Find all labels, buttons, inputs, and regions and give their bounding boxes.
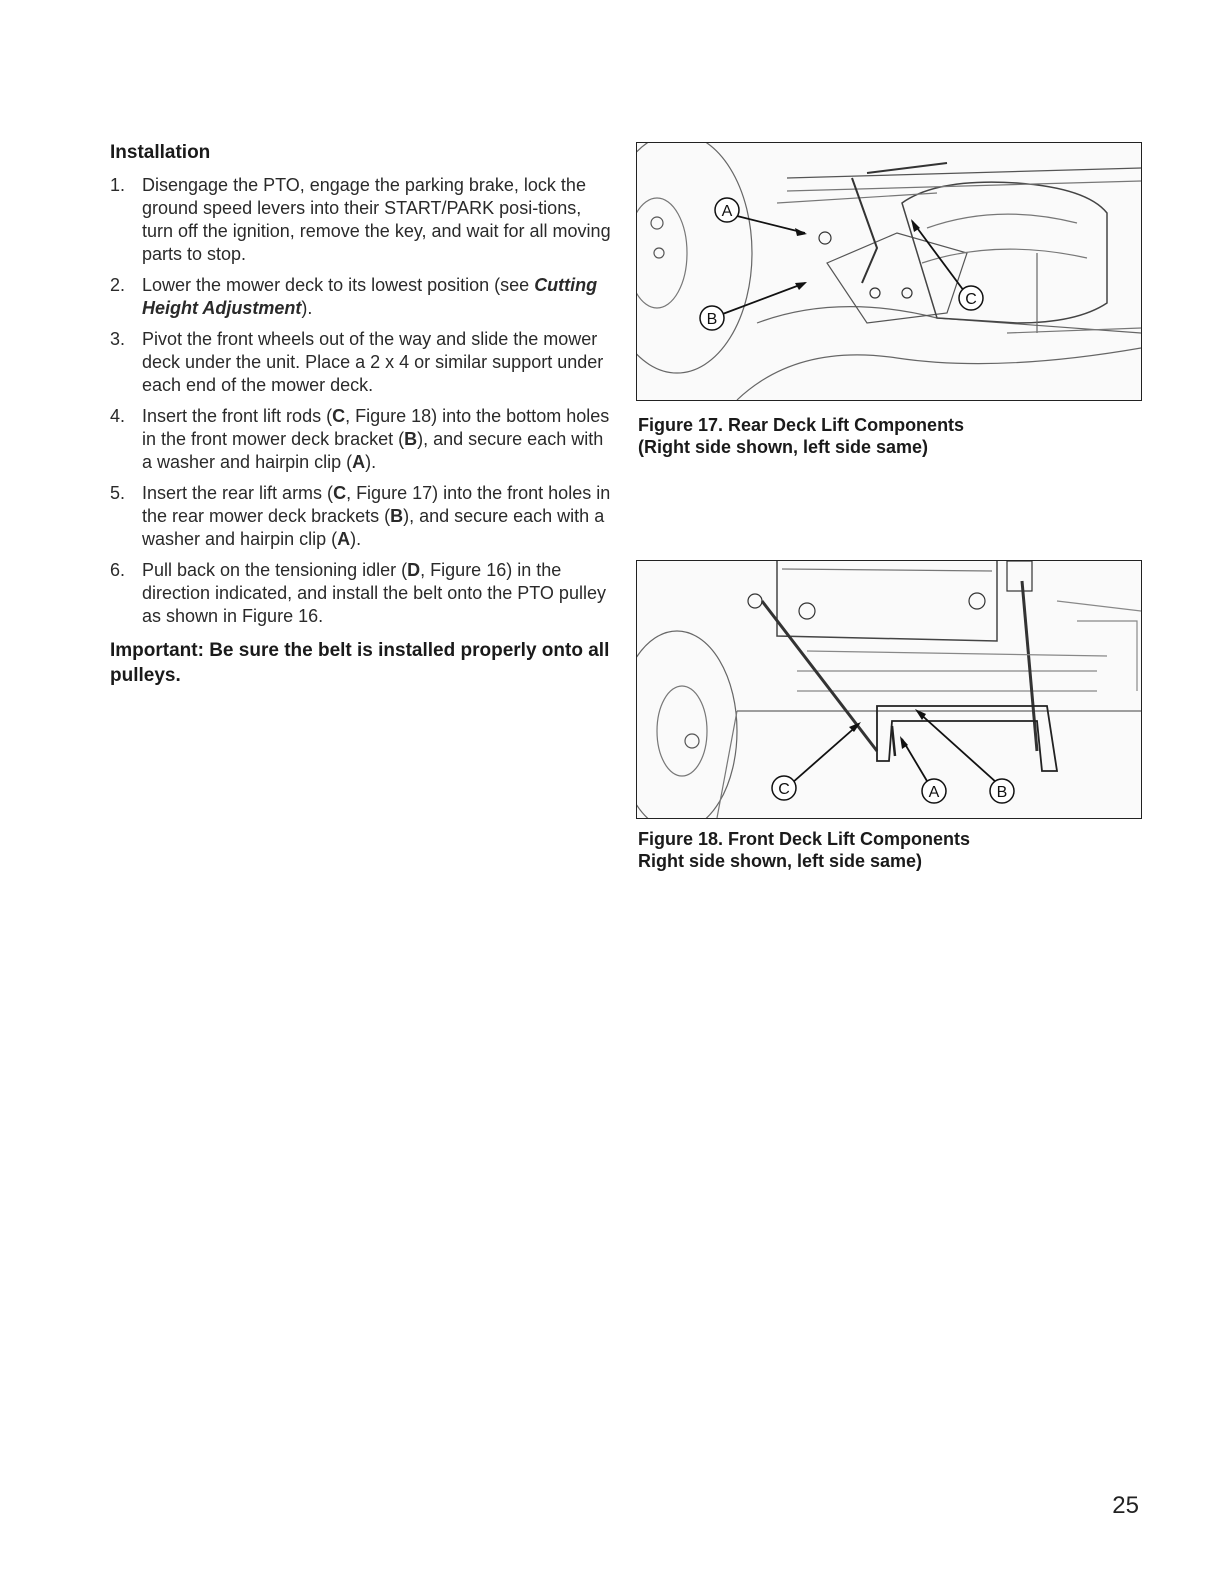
step-3: [110, 328, 615, 397]
callout-c: [959, 286, 983, 310]
svg-text:A: A: [721, 203, 733, 220]
important-note: Important: Be sure the belt is installed properly onto all pulleys.: [110, 640, 610, 686]
step-text: ).: [301, 298, 313, 318]
step-number: 4.: [110, 406, 126, 426]
front-deck-lift-drawing: [637, 561, 1141, 818]
step-text: Disengage the PTO, engage the parking brake, lock the ground speed levers into their START/PARK posi-tions, turn off the ignition, remove the key, and wait for all moving parts to stop.: [142, 175, 611, 264]
step-text: , Figure 17) into the front holes in the rear mower deck brackets (: [142, 483, 611, 526]
step-text: , Figure 16) in the direction indicated, and install the belt onto the PTO pulley as shown in Figure 16.: [142, 560, 606, 626]
svg-text:C: C: [965, 291, 977, 308]
svg-text:B: B: [706, 311, 718, 328]
step-text: ), and secure each with a washer and hairpin clip (: [142, 429, 604, 472]
step-text: ).: [365, 452, 377, 472]
step-text: ), and secure each with a washer and hairpin clip (: [142, 506, 605, 549]
caption-title: Figure 17. Rear Deck Lift Components: [638, 415, 965, 435]
svg-text:A: A: [928, 784, 940, 801]
callout-letter: C: [333, 483, 347, 503]
callout-b: [990, 779, 1014, 803]
step-number: 3.: [110, 329, 126, 349]
svg-text:C: C: [778, 781, 790, 798]
installation-section: [110, 142, 615, 688]
section-heading: Installation: [110, 142, 211, 163]
step-number: 1.: [110, 175, 126, 195]
callout-a: [922, 779, 946, 803]
step-4: [110, 405, 615, 474]
step-number: 5.: [110, 483, 126, 503]
step-text: Pull back on the tensioning idler (: [142, 560, 408, 580]
figure-17-illustration: [636, 142, 1142, 401]
figure-18-illustration: [636, 560, 1142, 819]
caption-subtitle: (Right side shown, left side same): [638, 437, 929, 457]
callout-letter: C: [332, 406, 346, 426]
step-text: , Figure 18) into the bottom holes in the front mower deck bracket (: [142, 406, 610, 449]
step-number: 2.: [110, 275, 126, 295]
step-text: Insert the front lift rods (: [142, 406, 333, 426]
rear-deck-lift-drawing: [637, 143, 1141, 400]
step-5: [110, 482, 615, 551]
callout-letter: A: [337, 529, 351, 549]
steps-list: [110, 174, 615, 628]
callout-leader: [912, 221, 964, 291]
callout-a: [715, 198, 739, 222]
callout-leader: [737, 216, 805, 233]
step-number: 6.: [110, 560, 126, 580]
callout-b: [700, 306, 724, 330]
step-text: ).: [350, 529, 362, 549]
callout-c: [772, 776, 796, 800]
caption-subtitle: Right side shown, left side same): [638, 851, 923, 871]
step-text: Lower the mower deck to its lowest position (see: [142, 275, 535, 295]
step-1: [110, 174, 615, 266]
figure-18-caption: [638, 828, 1138, 872]
callout-letter: B: [390, 506, 404, 526]
step-2: [110, 274, 615, 320]
callout-leader: [720, 283, 805, 315]
page-number: 25: [1112, 1492, 1139, 1519]
step-text: Pivot the front wheels out of the way and slide the mower deck under the unit. Place a 2 x 4 or similar support under each end of the mower deck.: [142, 329, 604, 395]
caption-title: Figure 18. Front Deck Lift Components: [638, 829, 971, 849]
callout-letter: A: [352, 452, 366, 472]
step-6: [110, 559, 615, 628]
step-text: Insert the rear lift arms (: [142, 483, 334, 503]
callout-letter: B: [404, 429, 418, 449]
callout-leader: [792, 724, 859, 783]
svg-text:B: B: [996, 784, 1008, 801]
callout-letter: D: [407, 560, 421, 580]
figure-17-caption: [638, 414, 1138, 458]
cross-reference-link[interactable]: Cutting Height Adjustment: [142, 275, 598, 318]
